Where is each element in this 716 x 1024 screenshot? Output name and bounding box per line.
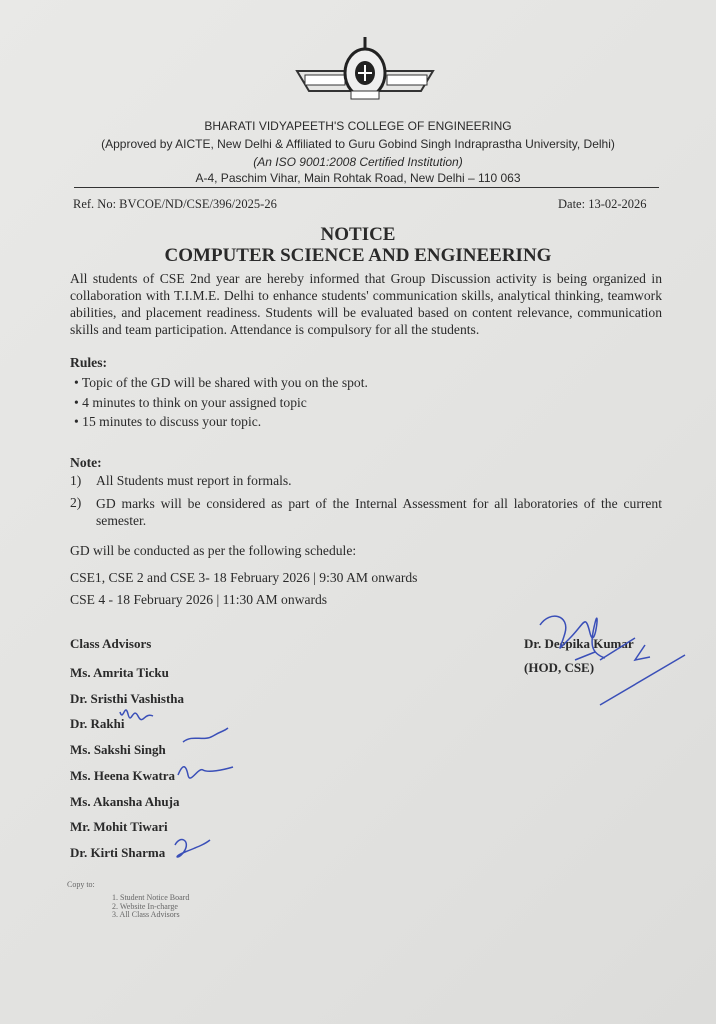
hod-name: Dr. Deepika Kumar: [524, 636, 634, 651]
advisor-name: Ms. Amrita Ticku: [70, 665, 169, 680]
note-item: GD marks will be considered as part of the Internal Assessment for all laboratories of the current semester.: [96, 496, 662, 528]
note-number: 1): [70, 473, 82, 488]
schedule-intro: GD will be conducted as per the following schedule:: [70, 543, 357, 558]
address-line: A-4, Paschim Vihar, Main Rohtak Road, New Delhi – 110 063: [195, 171, 521, 185]
advisor-name: Ms. Sakshi Singh: [70, 742, 166, 758]
copy-heading: Copy to:: [67, 880, 95, 889]
advisor-name: Mr. Mohit Tiwari: [70, 819, 168, 835]
advisor-name: Ms. Heena Kwatra: [70, 767, 176, 783]
advisor-name: Dr. Kirti Sharma: [70, 844, 166, 860]
approval-line: (Approved by AICTE, New Delhi & Affiliated to Guru Gobind Singh Indraprastha University, Delhi): [101, 137, 615, 151]
note-heading: Note:: [70, 455, 102, 470]
iso-line: (An ISO 9001:2008 Certified Institution): [253, 155, 463, 169]
note-item: All Students must report in formals.: [96, 473, 292, 488]
copy-item: 2. Website In-charge: [112, 901, 178, 911]
rule-item: • 4 minutes to think on your assigned topic: [74, 394, 307, 410]
rule-item: • 15 minutes to discuss your topic.: [74, 414, 262, 429]
advisor-name: Ms. Akansha Ahuja: [70, 793, 180, 809]
copy-item: 3. All Class Advisors: [112, 910, 180, 919]
rules-heading: Rules:: [70, 355, 108, 370]
note-number: 2): [70, 495, 82, 510]
copy-item: 1. Student Notice Board: [112, 893, 190, 902]
advisor-name: Dr. Rakhi: [70, 716, 125, 732]
copy-list: [112, 894, 189, 920]
rule-item: • Topic of the GD will be shared with you on the spot.: [74, 375, 368, 390]
schedule-item: CSE 4 - 18 February 2026 | 11:30 AM onwards: [70, 592, 328, 607]
ref-number: Ref. No: BVCOE/ND/CSE/396/2025-26: [73, 197, 277, 211]
advisor-name: Dr. Sristhi Vashistha: [70, 690, 185, 706]
advisors-heading: Class Advisors: [70, 636, 152, 651]
department-title: COMPUTER SCIENCE AND ENGINEERING: [164, 245, 552, 266]
notice-date: Date: 13-02-2026: [558, 197, 647, 211]
notice-body: All students of CSE 2nd year are hereby informed that Group Discussion activity is being organized in collaboration with T.I.M.E. Delhi to enhance students' communication skills, analytical thinking, teamwork abilities, and placement readiness. Students will be evaluated based on content relevance, communication skills and team participation. Attendance is compulsory for all the students.: [70, 271, 662, 337]
hod-role: (HOD, CSE): [524, 660, 595, 675]
schedule-item: CSE1, CSE 2 and CSE 3- 18 February 2026 | 9:30 AM onwards: [70, 570, 418, 585]
college-name: BHARATI VIDYAPEETH'S COLLEGE OF ENGINEERING: [204, 119, 512, 133]
notice-title: NOTICE: [320, 224, 396, 245]
